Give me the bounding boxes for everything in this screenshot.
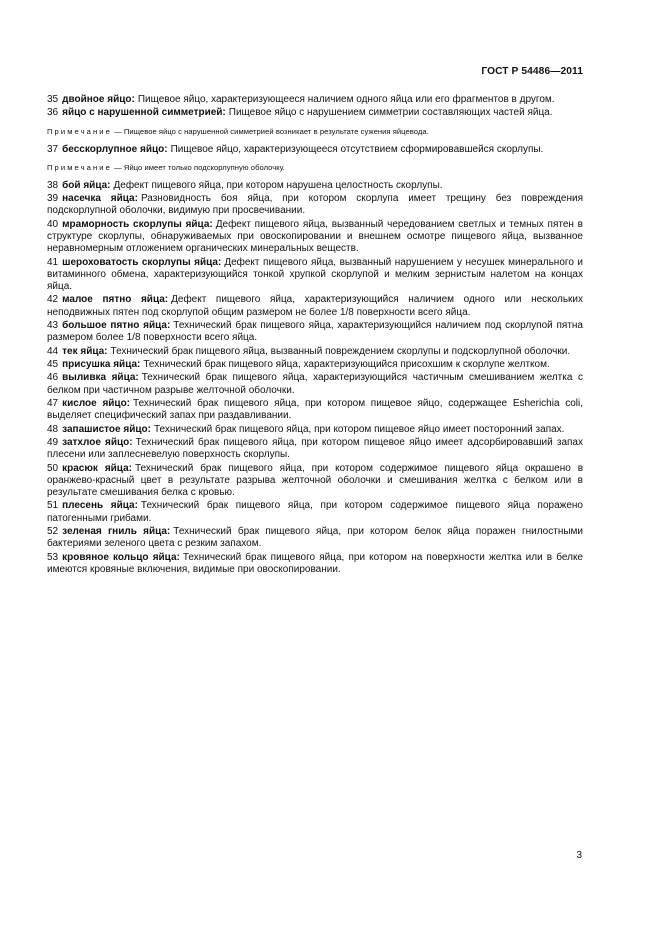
term-definition: Разновидность боя яйца, при котором скорлупа имеет трещину без повреждения подскорлупной оболочки, видимую при просвечивании. <box>47 193 583 217</box>
term-definition: Технический брак пищевого яйца, при котором содержимое пищевого яйца поражено патогенными грибами. <box>47 500 583 524</box>
term-name: затхлое яйцо: <box>62 436 133 448</box>
term-entry <box>47 320 583 344</box>
term-definition: Дефект пищевого яйца, вызванный чередованием светлых и темных пятен в структуре скорлупы, обнаруживаемых при овоскопировании и внешнем осмотре пищевого яйца, вызванное неравномерным отложением органических минеральных веществ. <box>47 218 583 255</box>
term-name: шероховатость скорлупы яйца: <box>62 256 222 268</box>
term-entry <box>47 372 583 396</box>
term-name: кровяное кольцо яйца: <box>62 551 180 563</box>
term-entry <box>47 257 583 294</box>
term-definition: Технический брак пищевого яйца, при котором на поверхности желтка или в белке имеются кровяные включения, видимые при овоскопировании. <box>47 551 583 575</box>
term-number: 36 <box>47 107 59 119</box>
note-dash: — <box>111 162 124 172</box>
term-name: бесскорлупное яйцо: <box>62 143 168 155</box>
term-name: плесень яйца: <box>62 500 138 512</box>
term-name: присушка яйца: <box>62 358 141 370</box>
term-entry <box>47 107 583 119</box>
note <box>47 163 583 173</box>
note-label: Примечание <box>47 162 112 172</box>
term-definition: Дефект пищевого яйца, при котором нарушена целостность скорлупы. <box>113 179 443 191</box>
term-entry <box>47 180 583 192</box>
term-definition: Технический брак пищевого яйца, характеризующийся наличием под скорлупой пятна размером более 1/8 поверхности всего яйца. <box>47 319 583 344</box>
term-name: зеленая гниль яйца: <box>62 525 171 537</box>
term-number: 44 <box>47 345 59 357</box>
document-body <box>47 94 583 577</box>
term-definition: Технический брак пищевого яйца, при котором содержимое пищевого яйца окрашено в оранжево-красный цвет в результате разрыва желточной оболочки и смешивания желтка с белком или в результате смешивания белка с кровью. <box>47 462 584 498</box>
term-number: 47 <box>47 397 59 409</box>
term-number: 42 <box>47 294 59 306</box>
page-number: 3 <box>576 850 582 861</box>
term-entry <box>47 219 583 256</box>
term-definition: Пищевое яйцо, характеризующееся наличием одного яйца или его фрагментов в другом. <box>137 94 555 105</box>
term-name: кислое яйцо: <box>62 397 131 409</box>
page-header: ГОСТ Р 54486—2011 <box>481 66 583 77</box>
term-name: малое пятно яйца: <box>62 294 169 306</box>
term-name: насечка яйца: <box>62 193 138 205</box>
term-entry <box>47 294 583 318</box>
term-entry <box>47 346 583 358</box>
term-name: бой яйца: <box>62 179 111 191</box>
note-text: Яйцо имеет только подскорлупную оболочку. <box>123 162 285 172</box>
term-number: 45 <box>47 358 59 370</box>
term-definition: Пищевое яйцо с нарушением симметрии составляющих частей яйца. <box>228 107 553 119</box>
note-dash: — <box>111 126 124 136</box>
term-name: двойное яйцо: <box>62 94 135 105</box>
term-entry <box>47 144 583 156</box>
term-entry <box>47 359 583 371</box>
term-number: 43 <box>47 319 59 331</box>
note-text: Пищевое яйцо с нарушенной симметрией возникает в результате сужения яйцевода. <box>123 126 429 136</box>
term-definition: Пищевое яйцо, характеризующееся отсутствием сформировавшейся скорлупы. <box>170 143 544 155</box>
term-number: 51 <box>47 500 59 512</box>
term-number: 53 <box>47 551 59 563</box>
note-label: Примечание <box>47 126 112 136</box>
term-name: выливка яйца: <box>62 372 139 384</box>
term-entry <box>47 398 583 422</box>
term-number: 49 <box>47 436 59 448</box>
term-number: 48 <box>47 423 59 435</box>
term-definition: Дефект пищевого яйца, характеризующийся наличием одного или нескольких неподвижных пятен под скорлупой общим размером не более 1/8 поверхности всего яйца. <box>47 294 583 318</box>
term-definition: Технический брак пищевого яйца, при котором пищевое яйцо, содержащее Esherichia coli, выделяет специфический запах при раздавливании. <box>47 397 584 422</box>
term-number: 46 <box>47 372 59 384</box>
term-name: большое пятно яйца: <box>62 319 171 331</box>
term-entry <box>47 500 583 524</box>
term-number: 35 <box>47 94 59 105</box>
term-number: 50 <box>47 462 59 474</box>
term-entry <box>47 94 583 106</box>
term-definition: Технический брак пищевого яйца, при котором белок яйца поражен гнилостными бактериями зеленого цвета с резким запахом. <box>47 525 583 550</box>
term-number: 39 <box>47 193 59 205</box>
term-entry <box>47 193 583 217</box>
term-name: запашистое яйцо: <box>62 423 151 435</box>
note <box>47 127 583 137</box>
term-entry <box>47 526 583 550</box>
term-entry <box>47 424 583 436</box>
term-definition: Технический брак пищевого яйца, при котором пищевое яйцо имеет посторонний запах. <box>153 423 565 435</box>
term-name: тек яйца: <box>62 345 108 357</box>
term-number: 52 <box>47 525 59 537</box>
term-number: 38 <box>47 179 59 191</box>
term-definition: Дефект пищевого яйца, вызванный нарушением у несушек минерального и витаминного обмена, характеризующийся тонкой хрупкой скорлупой и мелким зернистым налетом на концах яйца. <box>47 256 583 292</box>
term-name: яйцо с нарушенной симметрией: <box>62 107 226 119</box>
term-entry <box>47 552 583 576</box>
term-definition: Технический брак пищевого яйца, характеризующийся присохшим к скорлупе желтком. <box>143 358 550 370</box>
term-name: мраморность скорлупы яйца: <box>62 218 213 230</box>
term-definition: Технический брак пищевого яйца, характеризующийся частичным смешиванием желтка с белком при частичном разрыве желточной оболочки. <box>47 372 583 396</box>
term-number: 40 <box>47 218 59 230</box>
term-number: 41 <box>47 256 59 268</box>
term-definition: Технический брак пищевого яйца, вызванный повреждением скорлупы и подскорлупной оболочки. <box>110 345 571 357</box>
term-number: 37 <box>47 143 59 155</box>
term-entry <box>47 463 583 500</box>
term-entry <box>47 437 583 461</box>
term-name: красюк яйца: <box>62 462 132 474</box>
term-definition: Технический брак пищевого яйца, при котором пищевое яйцо имеет адсорбировавший запах плесени или заплесневелую поверхность скорлупы. <box>47 436 583 461</box>
